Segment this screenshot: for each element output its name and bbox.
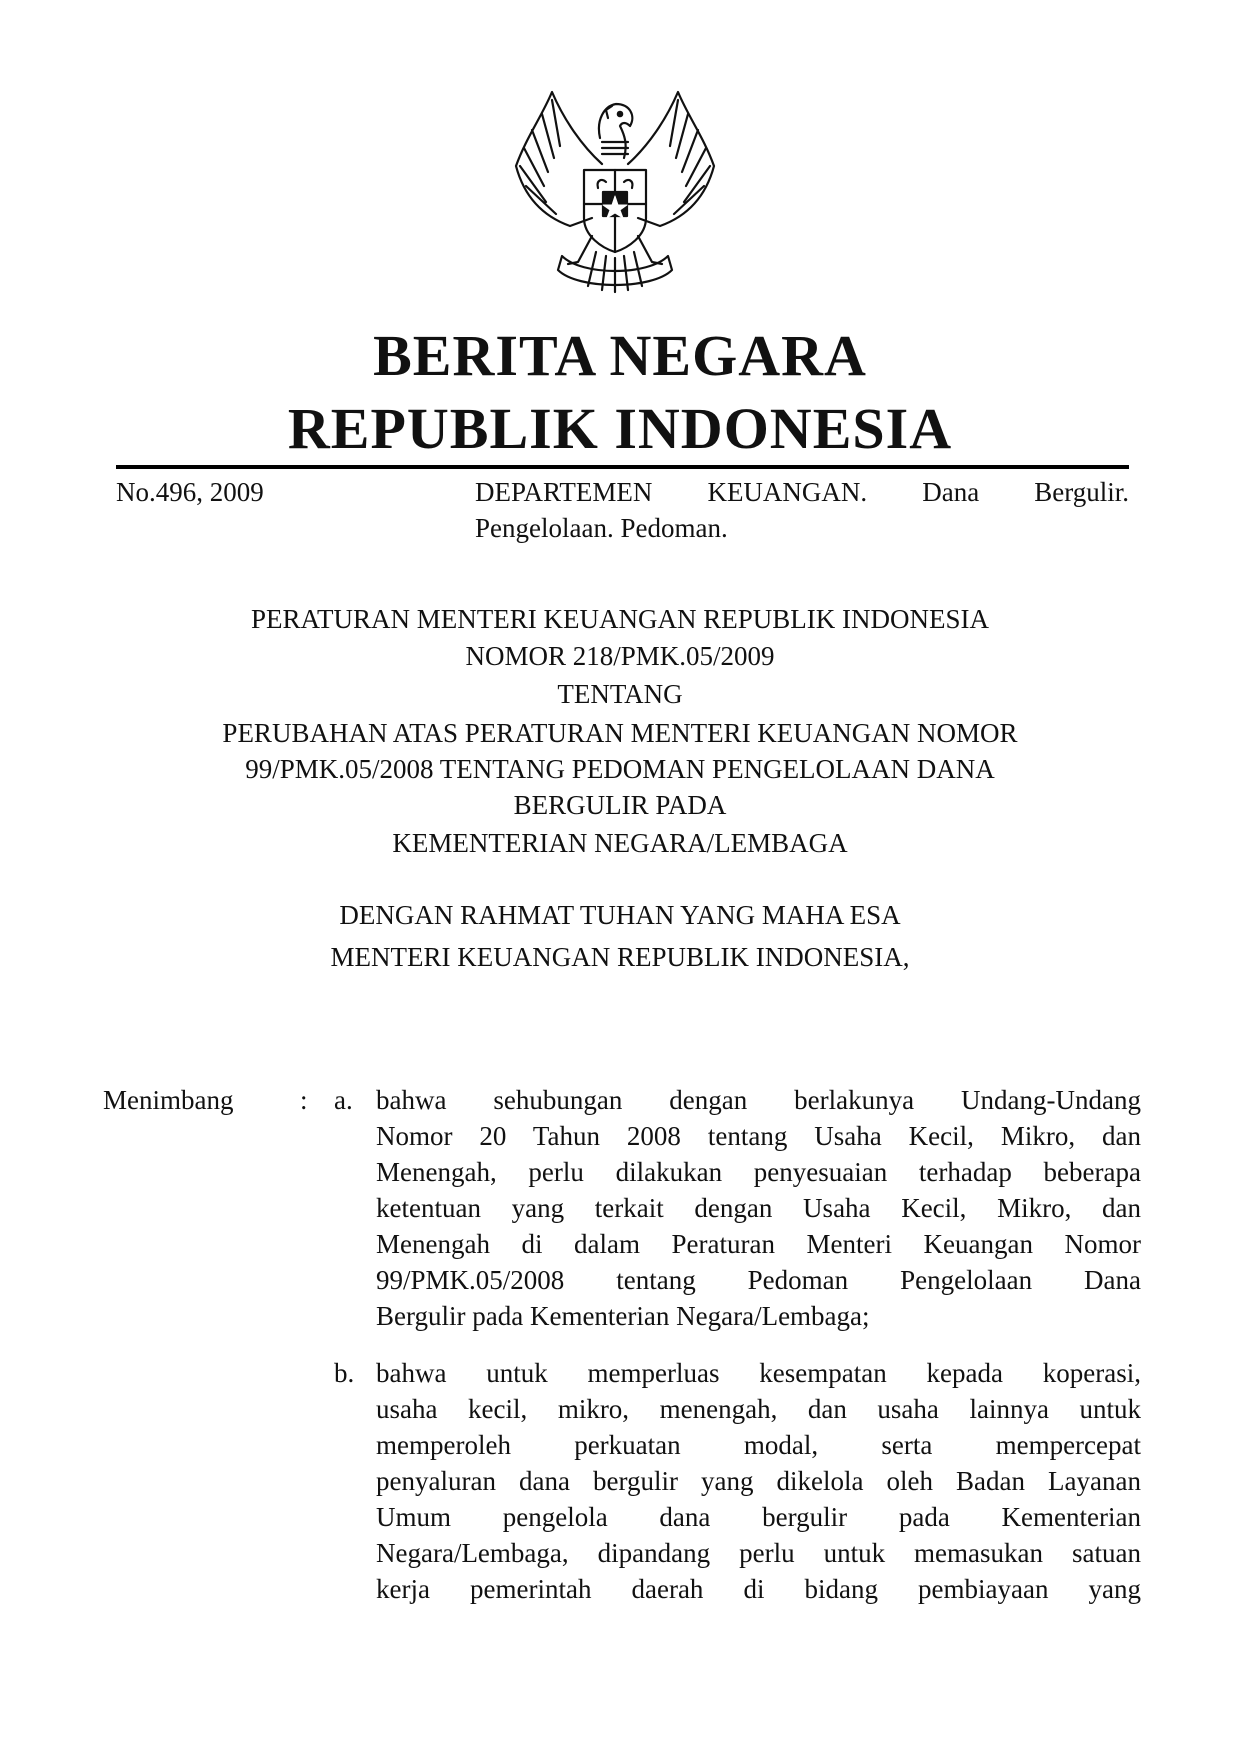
gazette-subject-line1: DEPARTEMEN KEUANGAN. Dana Bergulir. (475, 477, 1129, 507)
regulation-subject-line3: BERGULIR PADA (513, 790, 727, 820)
regulation-subject-line1: PERUBAHAN ATAS PERATURAN MENTERI KEUANGAN NOMOR (222, 718, 1018, 748)
regulation-subject-line4: KEMENTERIAN NEGARA/LEMBAGA (392, 828, 848, 858)
regulation-subject-line2: 99/PMK.05/2008 TENTANG PEDOMAN PENGELOLAAN DANA (245, 754, 995, 784)
garuda-emblem-drawing (512, 86, 718, 300)
preamble-line1: DENGAN RAHMAT TUHAN YANG MAHA ESA (339, 900, 901, 930)
item-b-line: usaha kecil, mikro, menengah, dan usaha lainnya untuk (376, 1394, 1141, 1424)
gazette-title-line2: REPUBLIK INDONESIA (287, 396, 953, 461)
garuda-emblem (512, 86, 718, 300)
gazette-number: No.496, 2009 (116, 477, 264, 507)
item-b-line: Negara/Lembaga, dipandang perlu untuk memasukan satuan (376, 1538, 1141, 1568)
considering-colon: : (300, 1085, 308, 1115)
regulation-title-line1: PERATURAN MENTERI KEUANGAN REPUBLIK INDONESIA (251, 604, 989, 634)
item-b-line: kerja pemerintah daerah di bidang pembiayaan yang (376, 1574, 1141, 1604)
item-b-marker: b. (334, 1358, 355, 1388)
item-a-line: Bergulir pada Kementerian Negara/Lembaga; (376, 1301, 870, 1331)
item-a-marker: a. (334, 1085, 353, 1115)
regulation-about: TENTANG (557, 679, 683, 709)
item-a-line: ketentuan yang terkait dengan Usaha Kecil, Mikro, dan (376, 1193, 1141, 1223)
gazette-subject-line2: Pengelolaan. Pedoman. (475, 513, 728, 543)
item-a-line: Nomor 20 Tahun 2008 tentang Usaha Kecil, Mikro, dan (376, 1121, 1141, 1151)
gazette-title-line1: BERITA NEGARA (373, 323, 867, 388)
regulation-number: NOMOR 218/PMK.05/2009 (465, 641, 775, 671)
considering-label: Menimbang (103, 1085, 234, 1115)
gazette-subject (475, 474, 1129, 546)
item-b-text (376, 1355, 1141, 1607)
masthead-divider (116, 465, 1129, 469)
item-b-line: Umum pengelola dana bergulir pada Kementerian (376, 1502, 1141, 1532)
item-a-line: Menengah, perlu dilakukan penyesuaian terhadap beberapa (376, 1157, 1141, 1187)
item-a-line: bahwa sehubungan dengan berlakunya Undang-Undang (376, 1085, 1141, 1115)
item-a-line: Menengah di dalam Peraturan Menteri Keuangan Nomor (376, 1229, 1141, 1259)
item-b-line: bahwa untuk memperluas kesempatan kepada koperasi, (376, 1358, 1141, 1388)
preamble-line2: MENTERI KEUANGAN REPUBLIK INDONESIA, (330, 942, 910, 972)
item-b-line: memperoleh perkuatan modal, serta mempercepat (376, 1430, 1141, 1460)
item-b-line: penyaluran dana bergulir yang dikelola oleh Badan Layanan (376, 1466, 1141, 1496)
item-a-text (376, 1082, 1141, 1334)
item-a-line: 99/PMK.05/2008 tentang Pedoman Pengelolaan Dana (376, 1265, 1141, 1295)
